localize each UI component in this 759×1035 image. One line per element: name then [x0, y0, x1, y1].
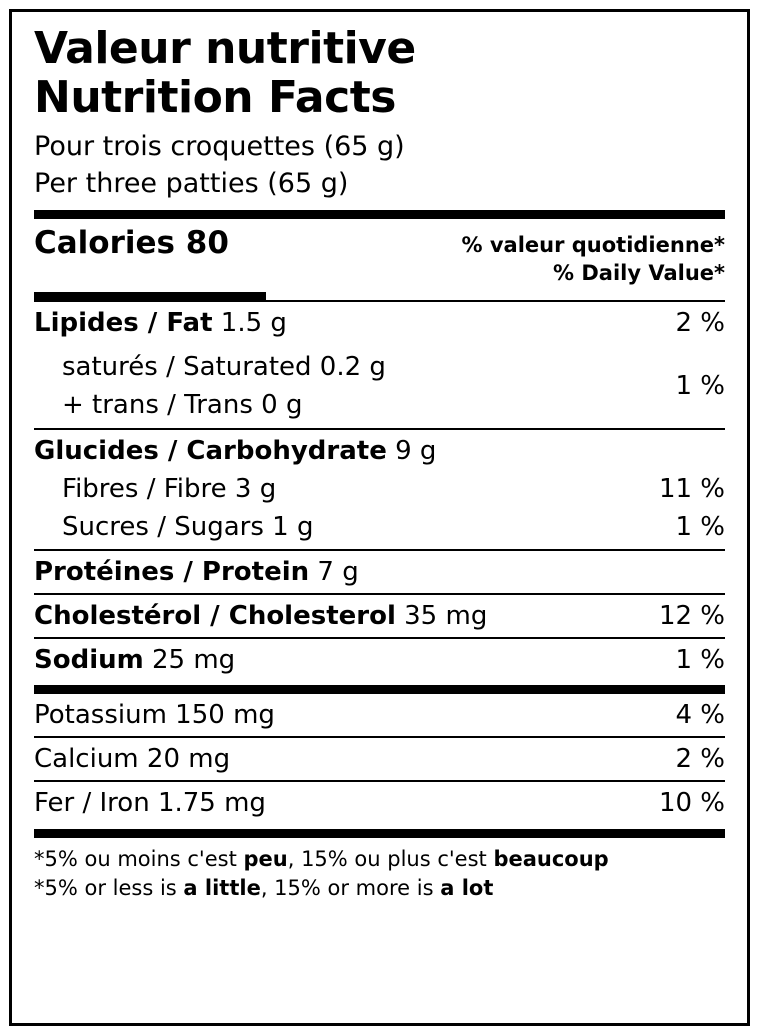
serving-size-english: Per three patties (65 g) [34, 167, 349, 199]
row-fat [34, 302, 725, 344]
row-saturated-name: saturés / Saturated 0.2 g [62, 352, 386, 382]
row-fibre-pct: 11 % [658, 474, 725, 505]
row-iron-pct: 10 % [658, 788, 725, 819]
row-cholesterol [34, 595, 725, 637]
nutrition-facts-panel [9, 9, 750, 1026]
footnote-block [34, 838, 725, 903]
daily-value-header-french: % valeur quotidienne* [461, 233, 725, 258]
serving-size-french: Pour trois croquettes (65 g) [34, 131, 405, 163]
row-cholesterol-pct: 12 % [658, 600, 725, 631]
row-cholesterol-name-bold: Cholestérol / Cholesterol [34, 600, 396, 631]
row-potassium-pct: 4 % [675, 700, 725, 731]
row-fibre-name: Fibres / Fibre 3 g [62, 474, 277, 505]
row-fat-pct: 2 % [675, 307, 725, 338]
row-sodium-pct: 1 % [675, 644, 725, 675]
footnote-english-d: a lot [440, 875, 494, 900]
title-english: Nutrition Facts [34, 71, 396, 123]
row-sugars-name: Sucres / Sugars 1 g [62, 512, 314, 543]
footnote-english [34, 874, 725, 903]
row-calcium-pct: 2 % [675, 744, 725, 775]
row-sugars [34, 510, 725, 548]
divider-thick-footnote [34, 829, 725, 838]
daily-value-header-english: % Daily Value* [553, 261, 725, 286]
calories-label: Calories 80 [34, 225, 229, 262]
row-sugars-pct: 1 % [675, 512, 725, 543]
row-carbohydrate-name-bold: Glucides / Carbohydrate [34, 435, 387, 466]
footnote-english-a: *5% or less is [34, 875, 184, 900]
row-cholesterol-name-rest: 35 mg [395, 600, 488, 631]
row-protein [34, 551, 725, 593]
row-carbohydrate [34, 430, 725, 472]
footnote-french-c: , 15% ou plus c'est [287, 846, 494, 871]
footnote-french-d: beaucoup [493, 846, 609, 871]
row-fat-name-bold: Lipides / Fat [34, 307, 213, 338]
row-cholesterol-name [34, 601, 487, 632]
row-iron-name: Fer / Iron 1.75 mg [34, 788, 266, 819]
row-sodium-name-rest: 25 mg [143, 644, 236, 675]
row-fat-name-rest: 1.5 g [212, 307, 287, 338]
row-trans-name: + trans / Trans 0 g [62, 390, 303, 421]
row-carbohydrate-name [34, 436, 436, 467]
row-sodium-name-bold: Sodium [34, 644, 144, 675]
calories-underline [34, 292, 266, 300]
row-protein-name-bold: Protéines / Protein [34, 556, 310, 587]
row-fat-subitems [34, 344, 725, 428]
row-saturated-trans-pct: 1 % [675, 371, 725, 402]
row-calcium [34, 738, 725, 780]
row-fat-sub-names [34, 348, 386, 425]
row-calcium-name: Calcium 20 mg [34, 744, 231, 775]
row-carbohydrate-name-rest: 9 g [386, 435, 437, 466]
footnote-french-a: *5% ou moins c'est [34, 846, 244, 871]
row-fat-name [34, 308, 287, 339]
footnote-english-c: , 15% or more is [260, 875, 441, 900]
calories-row [34, 219, 725, 288]
daily-value-header [461, 225, 725, 288]
footnote-french-b: peu [243, 846, 288, 871]
row-potassium [34, 694, 725, 736]
row-protein-name [34, 557, 359, 588]
row-sodium [34, 639, 725, 681]
divider-thick-minerals [34, 685, 725, 694]
title-french: Valeur nutritive [34, 23, 416, 74]
divider-thick-top [34, 210, 725, 219]
row-fibre [34, 472, 725, 510]
row-protein-name-rest: 7 g [309, 556, 359, 587]
row-sodium-name [34, 645, 235, 676]
row-potassium-name: Potassium 150 mg [34, 700, 275, 731]
row-iron [34, 782, 725, 824]
footnote-english-b: a little [183, 875, 261, 900]
footnote-french [34, 845, 725, 874]
